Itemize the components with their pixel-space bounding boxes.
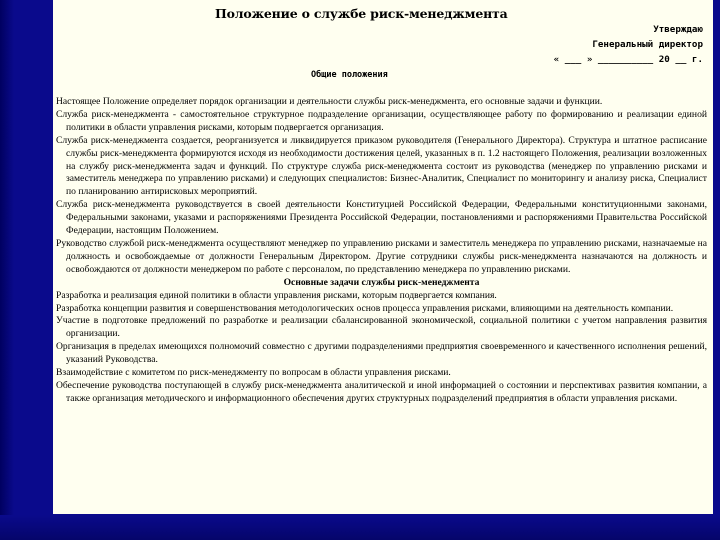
approval-block (554, 22, 703, 67)
paragraph: Руководство службой риск-менеджмента осуществляют менеджер по управлению рисками и заместитель менеджера по управлению рисками, назначаемые на должность и освобождаемые от должности Генеральным Директором. Другие сотрудники службы риск-менеджмента назначаются на должность и освобождаются от должности менеджером по работе с персоналом, по представлению менеджера по управлению рисками. (56, 237, 707, 275)
approval-line-2: Генеральный директор (592, 39, 703, 50)
paragraph: Взаимодействие с комитетом по риск-менеджменту по вопросам в области управления рисками. (56, 367, 451, 379)
paragraph: Организация в пределах имеющихся полномочий совместно с другими подразделениями предприятия своевременного и качественного исполнения решений, указаний Руководства. (56, 341, 707, 366)
section-heading-tasks: Основные задачи службы риск-менеджмента (283, 276, 480, 288)
paragraph: Разработка и реализация единой политики в области управления рисками, которым подвергается компания. (56, 289, 497, 301)
approval-line-3: « ___ » __________ 20 __ г. (553, 54, 703, 65)
paragraph: Служба риск-менеджмента - самостоятельное структурное подразделение организации, осуществляющее работу по формированию и реализации единой политики в области управления рисками, которым подвергается организация. (56, 108, 707, 133)
approval-line-1: Утверждаю (653, 24, 703, 35)
document-title: Положение о службе риск-менеджмента (215, 6, 508, 21)
document-body (56, 96, 707, 406)
paragraph: Настоящее Положение определяет порядок организации и деятельности службы риск-менеджмента, его основные задачи и функции. (56, 96, 603, 107)
paragraph: Разработка концепции развития и совершенствования методологических основ процесса управления рисками, влияющими на деятельность компании. (56, 302, 674, 314)
paragraph: Служба риск-менеджмента создается, реорганизуется и ликвидируется приказом руководителя (Генерального Директора). Структура и штатное расписание службы риск-менеджмента формируются исходя из необходимости достижения целей, указанных в п. 1.2 настоящего Положения, реализации возложенных на службу риск-менеджмента задач и функций. По структуре служба риск-менеджмента состоит из руководства (менеджер по управлению рисками и заместитель менеджера по управлению рисками) и следующих специалистов: Бизнес-Аналитик, Специалист по мониторингу и анализу риска, Специалист по планированию антирисковых мероприятий. (56, 134, 707, 198)
slide-bottom-shade (0, 515, 720, 540)
slide-left-shade (0, 0, 14, 540)
document-page (53, 0, 713, 514)
paragraph: Обеспечение руководства поступающей в службу риск-менеджмента аналитической и иной информацией о состоянии и перспективах развития компании, а также организация методического и информационного обеспечения других структурных подразделений предприятия в области управления рисками. (56, 379, 707, 404)
section-heading-general: Общие положения (311, 70, 388, 80)
paragraph: Участие в подготовке предложений по разработке и реализации сбалансированной экономической, социальной политики с учетом направления развития организации. (56, 315, 707, 340)
paragraph: Служба риск-менеджмента руководствуется в своей деятельности Конституцией Российской Федерации, Федеральными конституционными законами, Федеральными законами, указами и распоряжениями Президента Российской Федерации, постановлениями и распоряжениями Правительства Российской Федерации, настоящим Положением. (56, 199, 707, 237)
